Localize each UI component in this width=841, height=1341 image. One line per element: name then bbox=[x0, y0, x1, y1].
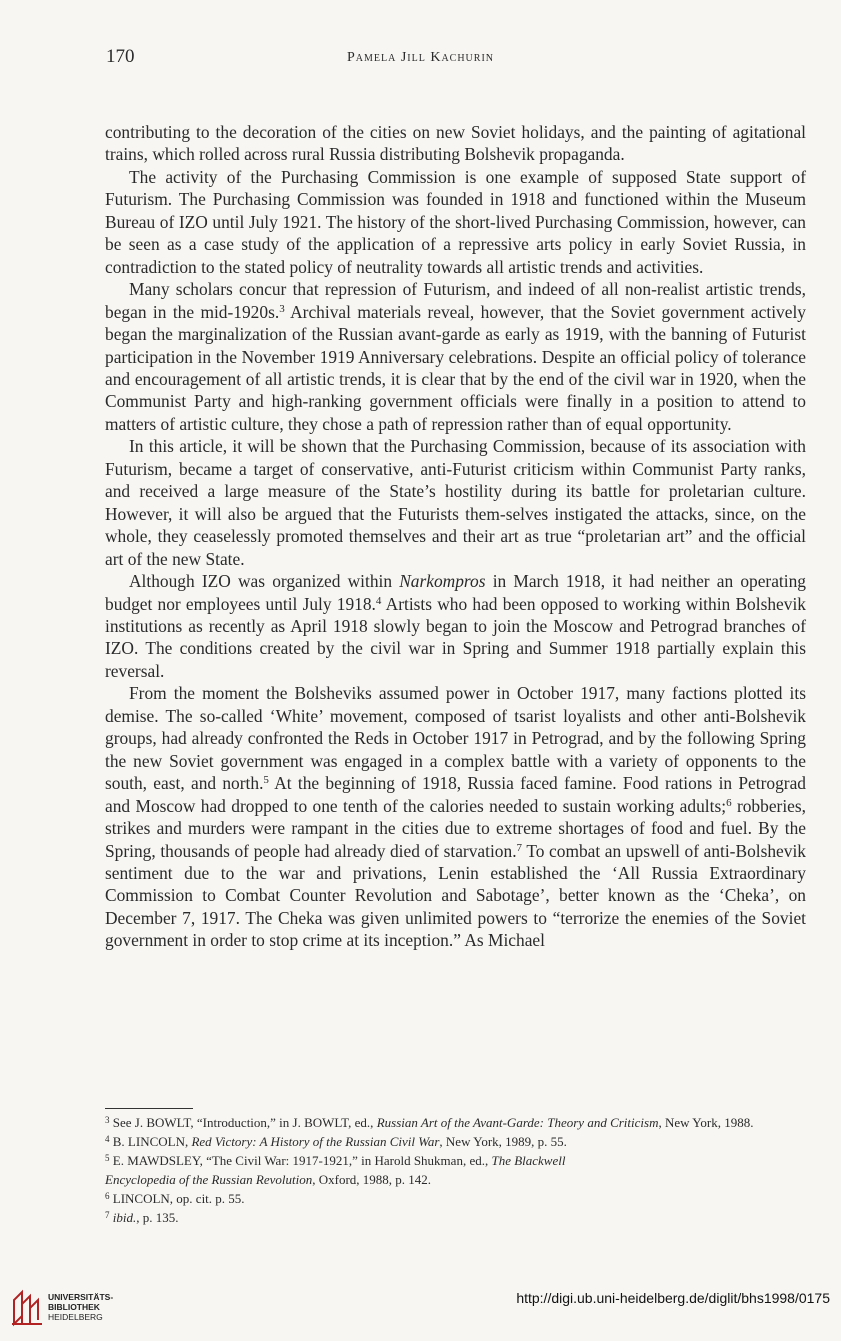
italic-text: ibid. bbox=[112, 1210, 137, 1225]
footnote bbox=[105, 1189, 810, 1208]
footnote bbox=[105, 1151, 810, 1170]
text-run: At the beginning of 1918, Russia faced famine. Food rations in Petrograd and Moscow had dropped to one tenth of the calories needed to sustain working adults; bbox=[105, 773, 806, 816]
footnote-ref: 6 bbox=[105, 1191, 110, 1201]
text-run: In this article, it will be shown that the Purchasing Commission, because of its association with Futurism, became a target of conservative, anti-Futurist criticism within Communist Party ranks, and received a large measure of the State’s hostility during its battle for proletarian culture. However, it will also be argued that the Futurists them-selves instigated the attacks, since, on the whole, they ceaselessly promoted themselves and their art as true “proletarian art” and the official art of the new State. bbox=[105, 436, 806, 569]
text-run: Archival materials reveal, however, that the Soviet government actively began the marginalization of the Russian avant-garde as early as 1919, with the banning of Futurist participation in the November 1919 Anniversary celebrations. Despite an official policy of tolerance and encouragement of all artistic trends, it is clear that by the end of the civil war in 1920, when the Communist Party and high-ranking government officials were finally in a position to attend to matters of artistic culture, they chose a path of repression rather than of equal opportunity. bbox=[105, 301, 806, 434]
paragraph bbox=[105, 278, 806, 435]
text-run: , Oxford, 1988, p. 142. bbox=[312, 1172, 432, 1187]
logo-line: BIBLIOTHEK bbox=[48, 1302, 100, 1312]
italic-text: Encyclopedia of the Russian Revolution bbox=[105, 1172, 313, 1187]
text-run: in March 1918, it had neither an operating budget nor employees until July 1918. bbox=[105, 571, 806, 614]
footnote-ref: 4 bbox=[375, 594, 382, 607]
italic-text: The Blackwell bbox=[491, 1153, 566, 1168]
footnote bbox=[105, 1132, 810, 1151]
footnotes bbox=[105, 1113, 810, 1227]
footnote-ref: 3 bbox=[279, 302, 285, 315]
text-run: B. LINCOLN, bbox=[109, 1134, 192, 1149]
text-run: See J. BOWLT, “Introduction,” in J. BOWLT, ed., bbox=[109, 1115, 377, 1130]
library-logo-text bbox=[48, 1292, 113, 1322]
paragraph bbox=[105, 570, 806, 682]
text-run: contributing to the decoration of the cities on new Soviet holidays, and the painting of agitational trains, which rolled across rural Russia distributing Bolshevik propaganda. bbox=[105, 122, 806, 165]
footnote-ref: 5 bbox=[263, 774, 269, 787]
body-text bbox=[105, 121, 806, 952]
footnote-ref: 4 bbox=[105, 1134, 110, 1144]
text-run: , New York, 1989, p. 55. bbox=[439, 1134, 567, 1149]
footnote-rule bbox=[105, 1108, 193, 1109]
paragraph bbox=[105, 121, 806, 166]
text-run: E. MAWDSLEY, “The Civil War: 1917-1921,” in Harold Shukman, ed., bbox=[109, 1153, 492, 1168]
footnote-ref: 5 bbox=[105, 1153, 110, 1163]
footnote-ref: 3 bbox=[105, 1115, 110, 1125]
text-run: Although IZO was organized within bbox=[129, 571, 400, 592]
text-run: Artists who had been opposed to working within Bolshevik institutions as recently as April 1918 slowly began to join the Moscow and Petrograd branches of IZO. The conditions created by the civil war in Spring and Summer 1918 partially explain this reversal. bbox=[105, 593, 806, 681]
footnote-ref: 6 bbox=[726, 796, 732, 809]
page-number: 170 bbox=[106, 46, 135, 67]
italic-text: Red Victory: A History of the Russian Civil War bbox=[191, 1134, 440, 1149]
logo-line: UNIVERSITÄTS- bbox=[48, 1292, 114, 1302]
paragraph bbox=[105, 682, 806, 951]
text-run: From the moment the Bolsheviks assumed power in October 1917, many factions plotted its demise. The so-called ‘White’ movement, composed of tsarist loyalists and other anti-Bolshevik groups, had already confronted the Reds in October 1917 in Petrograd, and by the following Spring the new Soviet government was engaged in a complex battle with a variety of opponents to the south, east, and north. bbox=[105, 683, 806, 794]
footnote-ref: 7 bbox=[516, 841, 523, 854]
text-run: The activity of the Purchasing Commission is one example of supposed State support of Futurism. The Purchasing Commission was founded in 1918 and functioned within the Museum Bureau of IZO until July 1921. The history of the short-lived Purchasing Commission, however, can be seen as a case study of the application of a repressive arts policy in early Soviet Russia, in contradiction to the stated policy of neutrality towards all artistic trends and activities. bbox=[105, 166, 806, 277]
footnote bbox=[105, 1113, 810, 1132]
running-head: Pamela Jill Kachurin bbox=[347, 50, 494, 65]
footnote bbox=[105, 1208, 810, 1227]
text-run: , p. 135. bbox=[136, 1210, 179, 1225]
text-run: LINCOLN, op. cit. p. 55. bbox=[109, 1191, 245, 1206]
text-run: , New York, 1988. bbox=[658, 1115, 754, 1130]
paragraph bbox=[105, 166, 806, 278]
text-run: robberies, strikes and murders were rampant in the cities due to extreme shortages of food and fuel. By the Spring, thousands of people had already died of starvation. bbox=[105, 795, 806, 861]
footnote-continuation bbox=[105, 1170, 810, 1189]
logo-line: HEIDELBERG bbox=[48, 1312, 103, 1322]
italic-text: Russian Art of the Avant-Garde: Theory and Criticism bbox=[376, 1115, 659, 1130]
footnote-ref: 7 bbox=[105, 1210, 110, 1220]
text-run: Many scholars concur that repression of Futurism, and indeed of all non-realist artistic trends, began in the mid-1920s. bbox=[105, 279, 806, 322]
text-run: To combat an upswell of anti-Bolshevik sentiment due to the war and privations, Lenin established the ‘All Russia Extraordinary Commission to Combat Counter Revolution and Sabotage’, better known as the ‘Cheka’, on December 7, 1917. The Cheka was given unlimited powers to “terrorize the enemies of the Soviet government in order to stop crime at its inception.” As Michael bbox=[105, 840, 807, 951]
paragraph bbox=[105, 435, 806, 570]
source-url-link[interactable]: http://digi.ub.uni-heidelberg.de/diglit/bhs1998/0175 bbox=[516, 1290, 830, 1306]
italic-text: Narkompros bbox=[399, 571, 486, 592]
